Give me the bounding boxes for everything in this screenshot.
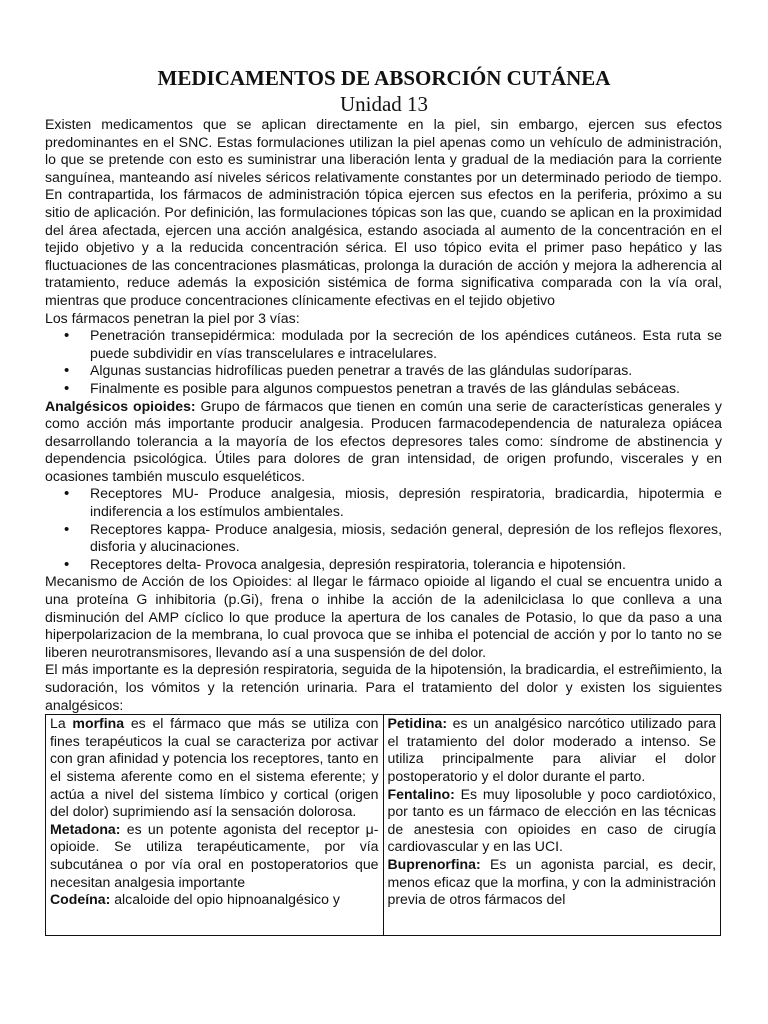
list-item: • Finalmente es posible para algunos compuestos penetran a través de las glándulas sebáceas. (45, 380, 722, 398)
morfina-pre: La (50, 715, 73, 732)
codeina-name: Codeína: (50, 891, 111, 908)
buprenorfina-text: Es un agonista parcial, es decir, menos eficaz que la morfina, y con la administración previa de otros fármacos del (387, 855, 716, 908)
metadona-text: es un potente agonista del receptor μ-opioide. Se utiliza terapéuticamente, por vía subcutánea o por vía oral en postoperatorios que necesitan analgesia importante (50, 820, 379, 890)
list-item: • Algunas sustancias hidrofílicas pueden penetrar a través de las glándulas sudoríparas. (45, 362, 722, 380)
morfina-text: es el fármaco que más se utiliza con fines terapéuticos la cual se caracteriza por activar con gran afinidad y potencia los receptores, tanto en el sistema aferente como en el sistema eferente; y actúa a nivel del sistema límbico y cortical (origen del dolor) suprimiendo así la sensación dolorosa. (50, 715, 379, 820)
metadona-name: Metadona: (50, 820, 121, 837)
table-row (46, 715, 721, 936)
list-item: • Receptores kappa- Produce analgesia, miosis, sedación general, depresión de los reflejos flexores, disforia y alucinaciones. (45, 521, 722, 556)
petidina-text: es un analgésico narcótico utilizado para el tratamiento del dolor moderado a intenso. Se utiliza principalmente para aliviar el dolor postoperatorio y el dolor durante el parto. (387, 715, 716, 784)
receptors-list (45, 485, 722, 573)
routes-intro: Los fármacos penetran la piel por 3 vías: (45, 309, 300, 326)
buprenorfina-name: Buprenorfina: (387, 855, 481, 872)
opioids-heading: Analgésicos opioides: (45, 397, 196, 414)
fentanilo-text: Es muy liposoluble y poco cardiotóxico, por tanto es un fármaco de elección en las técnicas de anestesia con opioides en caso de cirugía cardiovascular y en las UCI. (387, 785, 716, 855)
intro-paragraph: Existen medicamentos que se aplican directamente en la piel, sin embargo, ejercen sus efectos predominantes en el SNC. Estas formulaciones utilizan la piel apenas como un vehículo de administración, lo que se pretende con esto es suministrar una liberación lenta y gradual de la mediación para la corriente sanguínea, manteando así niveles séricos relativamente constantes por un determinado periodo de tiempo. En contrapartida, los fármacos de administración tópica ejercen sus efectos en la periferia, próximo a su sitio de aplicación. Por definición, las formulaciones tópicas son las que, cuando se aplican en la proximidad del área afectada, ejercen una acción analgésica, estando asociada al aumento de la concentración en el tejido objetivo y a la reducida concentración sérica. El uso tópico evita el primer paso hepático y las fluctuaciones de las concentraciones plasmáticas, prolonga la duración de acción y mejora la adherencia al tratamiento, reduce además la exposición sistémica de forma significativa comparada con la vía oral, mientras que produce concentraciones clínicamente efectivas en el tejido objetivo (45, 116, 722, 308)
document-body (45, 116, 722, 936)
document-subtitle: Unidad 13 (339, 92, 429, 116)
opioids-paragraph (45, 398, 722, 486)
side-effects-paragraph: El más importante es la depresión respiratoria, seguida de la hipotensión, la bradicardia, el estreñimiento, la sudoración, los vómitos y la retención urinaria. Para el tratamiento del dolor y existen los siguientes analgésicos: (45, 661, 722, 713)
list-item: • Penetración transepidérmica: modulada por la secreción de los apéndices cutáneos. Esta ruta se puede subdividir en vías transcelulares e intracelulares. (45, 327, 722, 362)
codeina-text: alcaloide del opio hipnoanalgésico y (110, 891, 340, 908)
fentanilo-name: Fentalino: (387, 785, 455, 802)
document-title: MEDICAMENTOS DE ABSORCIÓN CUTÁNEA (157, 66, 611, 90)
opioids-text: Grupo de fármacos que tienen en común una serie de características generales y como acción más importante producir analgesia. Producen farmacodependencia de naturaleza opiácea desarrollando tolerancia a la mayoría de los efectos depresores tales como: síndrome de abstinencia y dependencia psicológica. Útiles para dolores de gran intensidad, de origen profundo, viscerales y en ocasiones también musculo esqueléticos. (45, 397, 722, 484)
table-cell-left (46, 715, 384, 936)
list-item: • Receptores delta- Provoca analgesia, depresión respiratoria, tolerancia e hipotensión. (45, 556, 722, 574)
analgesics-table (45, 714, 721, 936)
list-item: • Receptores MU- Produce analgesia, miosis, depresión respiratoria, bradicardia, hipotermia e indiferencia a los estímulos ambientales. (45, 485, 722, 520)
petidina-name: Petidina: (387, 715, 448, 732)
mechanism-paragraph: Mecanismo de Acción de los Opioides: al llegar le fármaco opioide al ligando el cual se encuentra unido a una proteína G inhibitoria (p.Gi), frena o inhibe la acción de la adenilciclasa lo que conlleva a una disminución del AMP cíclico lo que produce la apertura de los canales de Potasio, lo que da paso a una hiperpolarizacion de la membrana, lo cual provoca que se inhiba el potencial de acción y por lo tanto no se liberen neurotransmisores, llevando así a una suspensión de del dolor. (45, 573, 722, 660)
routes-list (45, 327, 722, 397)
morfina-name: morfina (72, 715, 125, 732)
table-cell-right (383, 715, 721, 936)
